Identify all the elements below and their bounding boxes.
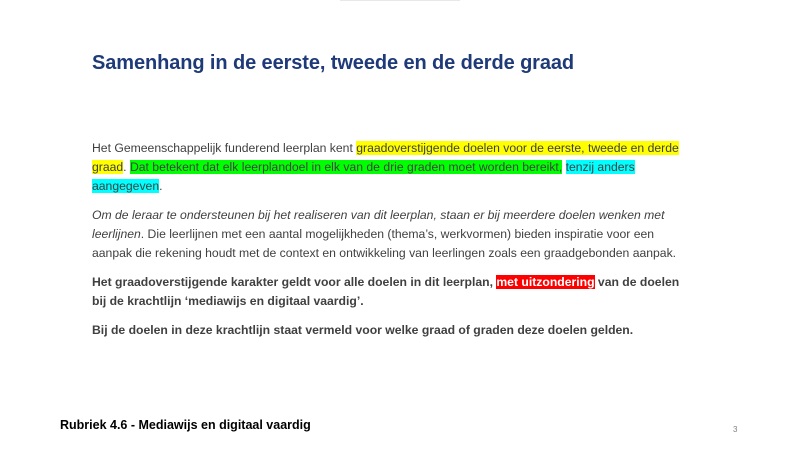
p3-after: van de doelen bij de krachtlijn ‘mediawijs en digitaal vaardig’.: [92, 275, 680, 308]
paragraph-2: [92, 206, 692, 263]
paragraph-1: [92, 139, 692, 196]
paragraph-4: Bij de doelen in deze krachtlijn staat vermeld voor welke graad of graden deze doelen gelden.: [92, 323, 634, 337]
p1-plain: Het Gemeenschappelijk funderend leerplan kent: [92, 141, 357, 155]
paragraph-3: [92, 273, 692, 311]
top-divider: [340, 0, 460, 1]
slide-content: [92, 139, 692, 350]
p1-highlight-green: Dat betekent dat elk leerplandoel in elk van de drie graden moet worden bereikt,: [129, 160, 563, 174]
p3-highlight-red: met uitzondering: [496, 275, 595, 289]
p1-end: .: [159, 179, 163, 193]
page-number: 3: [733, 425, 738, 434]
p1-highlight-cyan: tenzij anders aangegeven: [92, 160, 635, 193]
p1-separator: .: [123, 160, 130, 174]
p3-before: Het graadoverstijgende karakter geldt voor alle doelen in dit leerplan,: [92, 275, 497, 289]
footer-title: Rubriek 4.6 - Mediawijs en digitaal vaardig: [60, 418, 311, 432]
p1-highlight-yellow: graadoverstijgende doelen voor de eerste, tweede en derde graad: [92, 141, 679, 174]
slide-title: Samenhang in de eerste, tweede en de derde graad: [92, 52, 575, 74]
p2-italic: Om de leraar te ondersteunen bij het realiseren van dit leerplan, staan er bij meerdere doelen wenken met leerlijnen: [92, 208, 665, 241]
p2-rest: . Die leerlijnen met een aantal mogelijkheden (thema’s, werkvormen) bieden inspiratie voor een aanpak die rekening houdt met de context en ontwikkeling van leerlingen zoals een graadgebonden aanpak.: [92, 227, 677, 260]
